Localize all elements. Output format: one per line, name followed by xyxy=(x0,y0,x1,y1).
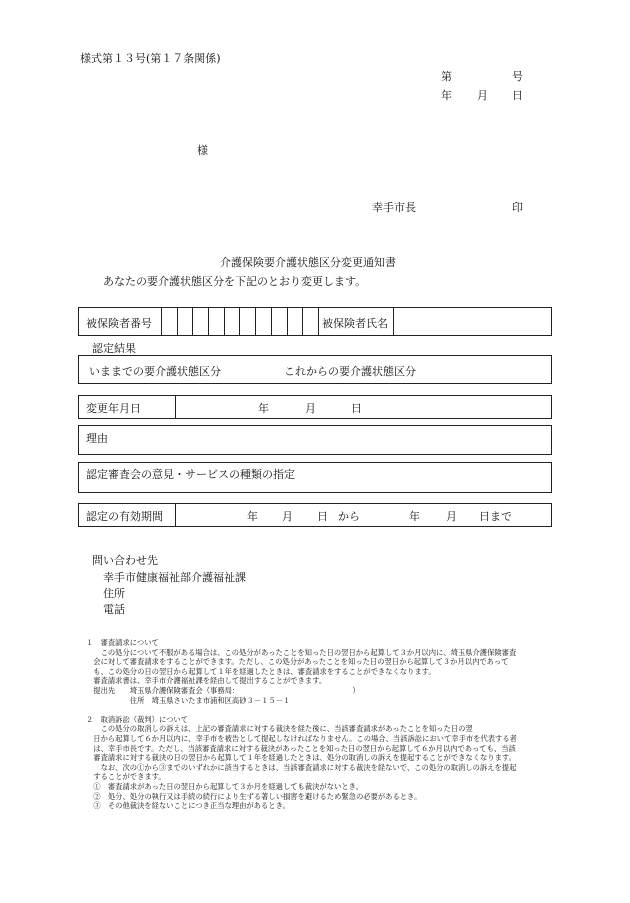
note-line: ２ 取消訴訟（裁判）について xyxy=(86,714,189,724)
to-hi-made: 日まで xyxy=(479,510,512,523)
contact-heading: 問い合わせ先 xyxy=(92,554,158,567)
to-nen: 年 xyxy=(409,510,420,523)
notes-block xyxy=(86,638,517,811)
number-go: 号 xyxy=(512,70,523,83)
digit-cell xyxy=(178,308,194,335)
note-line: この処分の取消しの訴えは、上記の審査請求に対する裁決を経た後に、当該審査請求があったことを知った日の翌 xyxy=(86,724,473,734)
contact-dept: 幸手市健康福祉部介護福祉課 xyxy=(103,571,246,584)
note-line: ① 審査請求があった日の翌日から起算して３か月を経過しても裁決がないとき。 xyxy=(86,781,363,791)
from-tsuki: 月 xyxy=(282,510,293,523)
note-line: も、この処分の日の翌日から起算して１年を経過したときは、審査請求をすることができなくなります。 xyxy=(86,666,436,676)
result-label: 認定結果 xyxy=(92,342,136,355)
form-number: 様式第１３号(第１７条関係) xyxy=(80,52,221,65)
from-nen: 年 xyxy=(247,510,258,523)
digit-cell xyxy=(303,308,319,335)
digit-cell xyxy=(272,308,288,335)
digit-cell xyxy=(288,308,304,335)
change-date-hi: 日 xyxy=(351,402,362,415)
change-date-nen: 年 xyxy=(258,402,269,415)
opinion-label: 認定審査会の意見・サービスの種類の指定 xyxy=(86,468,295,481)
kara: から xyxy=(338,510,360,523)
note-line: 住所 埼玉県さいたま市浦和区高砂３－１５－１ xyxy=(86,695,291,705)
digit-cell xyxy=(256,308,272,335)
reason-label: 理由 xyxy=(86,432,108,445)
to-tsuki: 月 xyxy=(446,510,457,523)
validity-row xyxy=(78,503,552,527)
contact-phone: 電話 xyxy=(103,603,125,616)
opinion-row xyxy=(78,462,552,493)
digit-cell xyxy=(240,308,256,335)
issuer: 幸手市長 xyxy=(372,201,416,214)
date-nen: 年 xyxy=(441,89,452,102)
document-title: 介護保険要介護状態区分変更通知書 xyxy=(220,256,396,269)
note-line: ② 処分、処分の執行又は手続の続行により生ずる著しい損害を避けるため緊急の必要があるとき。 xyxy=(86,791,422,801)
previous-level-label: いままでの要介護状態区分 xyxy=(89,365,221,378)
date-hi: 日 xyxy=(512,89,523,102)
lead-text: あなたの要介護状態区分を下記のとおり変更します。 xyxy=(103,275,367,288)
note-line: なお、次の①から③までのいずれかに該当するときは、当該審査請求に対する裁決を経ないで、この処分の取消しの訴えを提起 xyxy=(86,762,517,772)
seal-mark: 印 xyxy=(512,201,523,214)
note-line: は、幸手市長です。ただし、当該審査請求に対する裁決があったことを知った日の翌日から起算して６か月以内であっても、当該 xyxy=(86,743,516,753)
note-line: ③ その他裁決を経ないことにつき正当な理由があるとき。 xyxy=(86,801,290,811)
digit-cell xyxy=(193,308,209,335)
change-date-row xyxy=(78,395,552,419)
note-line: この処分について不服がある場合は、この処分があったことを知った日の翌日から起算して３か月以内に、埼玉県介護保険審査 xyxy=(86,647,517,657)
note-line: 会に対して審査請求をすることができます。ただし、この処分があったことを知った日の翌日から起算して３か月以内であって xyxy=(86,657,509,667)
digit-cell xyxy=(225,308,241,335)
validity-label: 認定の有効期間 xyxy=(86,510,163,523)
change-date-label: 変更年月日 xyxy=(86,402,141,415)
reason-row xyxy=(78,425,552,455)
insured-number-label: 被保険者番号 xyxy=(86,317,152,330)
date-tsuki: 月 xyxy=(477,89,488,102)
contact-address: 住所 xyxy=(103,587,125,600)
insured-number-cells xyxy=(162,308,319,335)
note-line: 提出先 埼玉県介護保険審査会（事務局： ） xyxy=(86,685,360,695)
note-line: 審査請求書は、幸手市介護福祉課を経由して提出することができます。 xyxy=(86,676,327,686)
from-hi: 日 xyxy=(317,510,328,523)
note-line: することができます。 xyxy=(86,772,166,782)
number-dai: 第 xyxy=(441,70,452,83)
insured-row xyxy=(78,307,552,336)
note-line xyxy=(86,705,517,715)
recipient-sama: 様 xyxy=(197,144,208,157)
digit-cell xyxy=(162,308,178,335)
note-line: 日から起算して６か月以内に、幸手市を被告として提起しなければなりません。この場合、当該訴訟において幸手市を代表する者 xyxy=(86,733,517,743)
change-date-tsuki: 月 xyxy=(305,402,316,415)
insured-name-label: 被保険者氏名 xyxy=(322,317,388,330)
new-level-label: これからの要介護状態区分 xyxy=(284,365,416,378)
note-line: 審査請求に対する裁決の日の翌日から起算して１年を経過したときは、処分の取消しの訴えを提起することができなくなります。 xyxy=(86,753,516,763)
care-level-row xyxy=(78,355,552,384)
digit-cell xyxy=(209,308,225,335)
note-line: １ 審査請求について xyxy=(86,638,159,647)
